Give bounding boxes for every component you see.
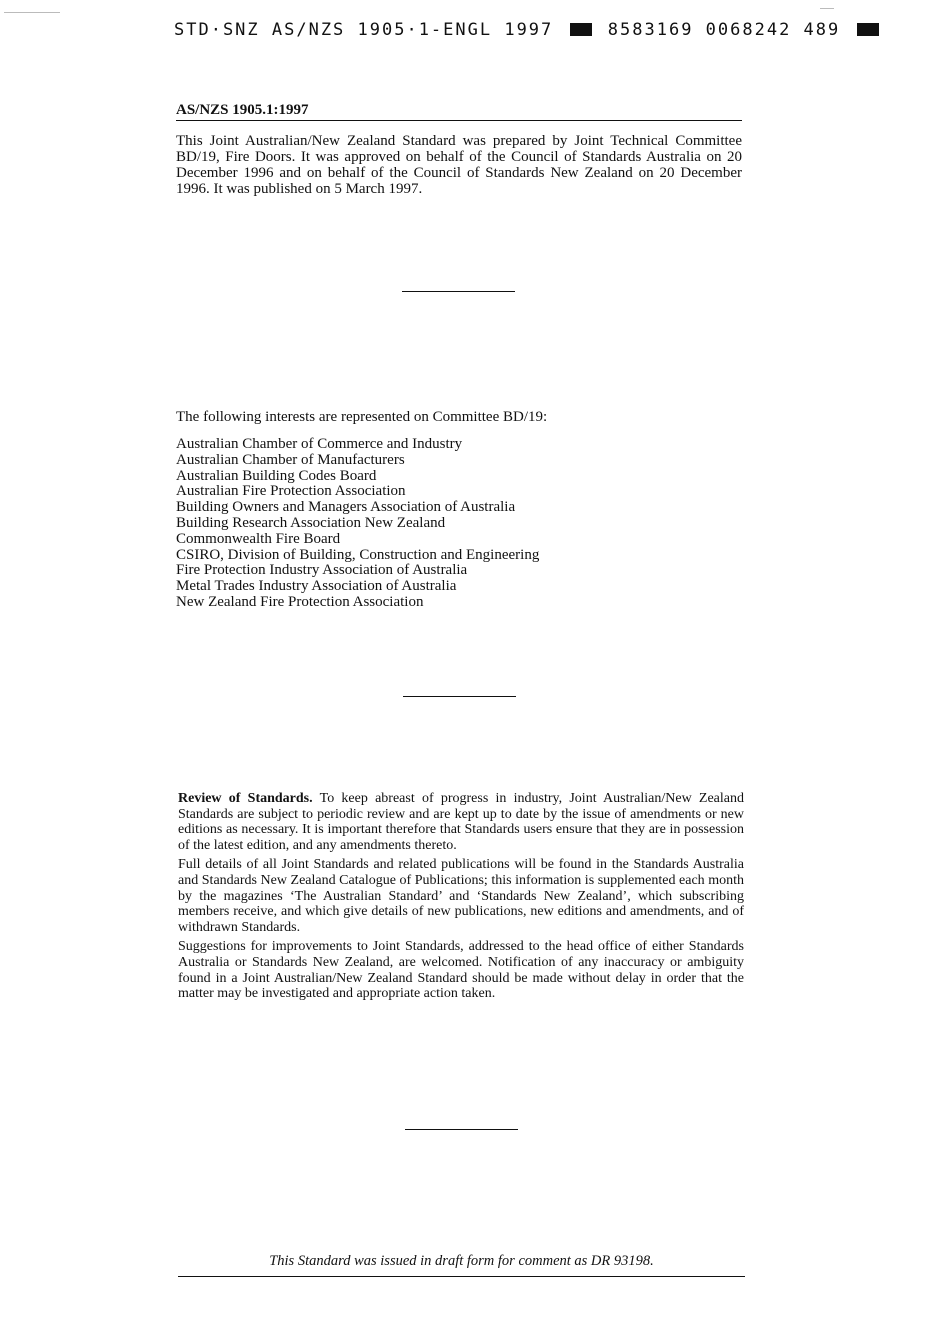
- catalogue-paragraph: Full details of all Joint Standards and related publications will be found in the Standards Australia and Standards New Zealand Catalogue of Publications; this information is supplemented each month by the magazines ‘The Australian Standard’ and ‘Standards New Zealand’, which subscribing members receive, and which give details of new publications, new editions and amendments, and of withdrawn Standards.: [178, 857, 744, 935]
- scan-mark: [4, 12, 60, 13]
- list-item: Building Research Association New Zealand: [176, 514, 446, 531]
- black-block-mark: [857, 23, 879, 36]
- barcode-number: 8583169 0068242 489: [607, 20, 841, 40]
- section-divider: [405, 1129, 518, 1130]
- review-paragraph: [178, 791, 744, 853]
- black-block-mark: [570, 23, 592, 36]
- list-item: New Zealand Fire Protection Association: [176, 593, 424, 610]
- list-item: Australian Chamber of Manufacturers: [176, 451, 405, 468]
- list-item: Australian Fire Protection Association: [176, 483, 406, 500]
- section-divider: [403, 696, 516, 697]
- preparation-statement: This Joint Australian/New Zealand Standard was prepared by Joint Technical Committee BD/19, Fire Doors. It was approved on behalf of the Council of Standards Australia on 20 December 1996 and on behalf of the Council of Standards New Zealand on 20 December 1996. It was published on 5 March 1997.: [176, 133, 742, 197]
- list-item: Building Owners and Managers Association of Australia: [176, 499, 516, 516]
- list-item: Commonwealth Fire Board: [176, 530, 341, 547]
- document-code: STD·SNZ AS/NZS 1905·1-ENGL 1997: [174, 20, 554, 40]
- list-item: CSIRO, Division of Building, Construction and Engineering: [176, 546, 540, 563]
- interests-intro: The following interests are represented on Committee BD/19:: [176, 409, 548, 425]
- list-item: Australian Chamber of Commerce and Industry: [176, 436, 463, 452]
- standard-designation: AS/NZS 1905.1:1997: [176, 102, 742, 121]
- document-code-header: [174, 20, 883, 40]
- section-divider: [402, 291, 515, 292]
- list-item: Metal Trades Industry Association of Australia: [176, 578, 457, 595]
- list-item: Fire Protection Industry Association of Australia: [176, 562, 468, 579]
- draft-note: This Standard was issued in draft form for comment as DR 93198.: [178, 1253, 745, 1277]
- review-heading: Review of Standards.: [178, 791, 313, 806]
- review-text: To keep abreast of progress in industry, Joint Australian/New Zealand Standards are subject to periodic review and are kept up to date by the issue of amendments or new editions as necessary. It is important therefore that Standards users ensure that they are in possession of the latest edition, and any amendments thereto.: [178, 791, 745, 853]
- review-of-standards: [178, 791, 744, 1006]
- interests-list: [176, 437, 539, 611]
- suggestions-paragraph: Suggestions for improvements to Joint Standards, addressed to the head office of either Standards Australia or Standards New Zealand, are welcomed. Notification of any inaccuracy or ambiguity found in a Joint Australian/New Zealand Standard should be made without delay in order that the matter may be investigated and appropriate action taken.: [178, 939, 744, 1002]
- scan-mark: [820, 8, 834, 9]
- list-item: Australian Building Codes Board: [176, 467, 377, 484]
